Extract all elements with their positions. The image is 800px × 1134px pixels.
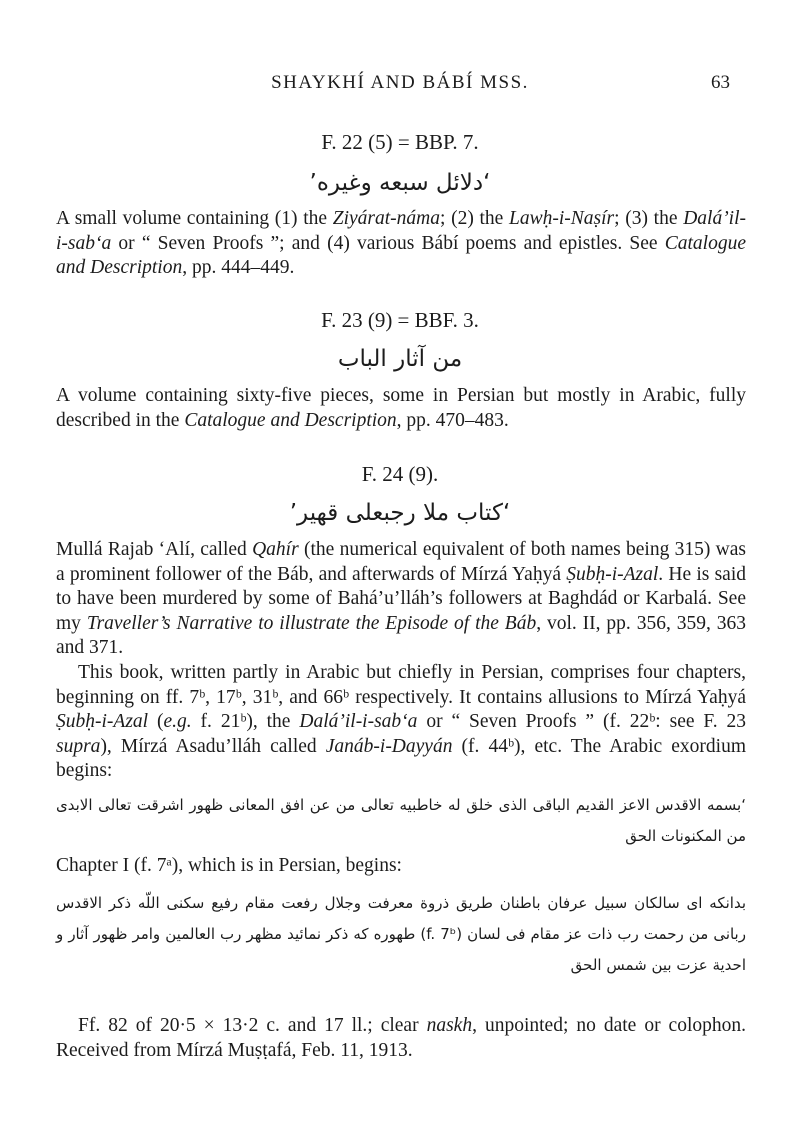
work-title: Dalá’il-i-sab‘a [56, 208, 747, 254]
entry-paragraph-1: Mullá Rajab ‘Alí, called Qahír (the numerical equivalent of both names being 315) was a prominent follower of the Báb, and afterwards of Mírzá Yaḥyá Ṣubḥ-i-Azal. He is said to have been murdered by some of Bahá’u’lláh’s followers at Baghdád or Karbalá. See my Traveller’s Narrative to illustrate the Episode of the Báb, vol. II, pp. 356, 359, 363 and 371. [56, 539, 746, 659]
catalogue-reference: Catalogue and Description [184, 409, 397, 431]
script-type: naskh [426, 1015, 473, 1036]
entry-heading-f23: F. 23 (9) = BBF. 3. [321, 308, 479, 332]
epithet: Janáb-i-Dayyán [325, 735, 453, 757]
work-title: Dalá’il-i-sab‘a [299, 711, 418, 733]
epithet: Ṣubḥ-i-Azal [56, 711, 149, 733]
running-head [0, 72, 800, 96]
page-number: 63 [711, 72, 730, 93]
catalogue-reference: Catalogue and Description [56, 232, 746, 279]
entry-heading-f22: F. 22 (5) = BBP. 7. [321, 130, 479, 154]
entry-colophon-description: Ff. 82 of 20·5 × 13·2 c. and 17 ll.; clear naskh, unpointed; no date or colophon. Received from Mírzá Muṣṭafá, Feb. 11, 1913. [56, 1015, 747, 1061]
epithet: Qahír [252, 539, 299, 560]
entry-arabic-title-f23: من آثار الباب [337, 346, 463, 372]
work-title: Lawḥ-i-Naṣír [509, 208, 615, 229]
work-title: Ziyárat-náma [332, 208, 440, 229]
epithet: Ṣubḥ-i-Azal [566, 563, 659, 585]
entry-arabic-title-f24: ‘كتاب ملا رجبعلى قهير’ [289, 500, 511, 526]
entry-paragraph-2: This book, written partly in Arabic but chiefly in Persian, comprises four chapters, beginning on ff. 7ᵇ, 17ᵇ, 31ᵇ, and 66ᵇ respectively. It contains allusions to Mírzá Yaḥyá Ṣubḥ-i-Azal (e.g. f. 21ᵇ), the Dalá’il-i-sab‘a or “ Seven Proofs ” (f. 22ᵇ: see F. 23 supra), Mírzá Asadu’lláh called Janáb-i-Dayyán (f. 44ᵇ), etc. The Arabic exordium begins: [56, 662, 747, 782]
arabic-chapter-opening: بدانكه اى سالكان سبيل عرفان باطنان طريق ذروة معرفت وجلال رفعت مقام رفيع سكنى اللّه ذكر الاقدس ربانى من رحمت رب ذات عز مقام فى لسان (f. 7ᵇ) طهوره كه ذكر نمائيد مظهر رب العالمين وامر ظهور آثار و احدية عزت بين شمس الحق [56, 894, 746, 974]
entry-heading-f24: F. 24 (9). [361, 462, 439, 486]
arabic-exordium: ‘بسمه الاقدس الاعز القديم الباقى الذى خلق له خاطبيه تعالى من عن افق المعانى ظهور اشرقت تعالى الابدى من المكنونات الحق [56, 796, 746, 845]
entry-arabic-title-f22: ‘دلائل سبعه وغيره’ [309, 170, 491, 196]
chapter-one-label: Chapter I (f. 7ᵃ), which is in Persian, begins: [56, 855, 402, 876]
entry-description-f23: A volume containing sixty-five pieces, some in Persian but mostly in Arabic, fully described in the Catalogue and Description, pp. 470–483. [56, 385, 746, 431]
running-head-title: SHAYKHÍ AND BÁBÍ MSS. [271, 72, 529, 93]
book-title: Traveller’s Narrative to illustrate the Episode of the Báb [86, 612, 537, 634]
entry-description-f22: A small volume containing (1) the Ziyárat-náma; (2) the Lawḥ-i-Naṣír; (3) the Dalá’il-i-sab‘a or “ Seven Proofs ”; and (4) various Bábí poems and epistles. See Catalogue and Description, pp. 444–449. [56, 208, 747, 279]
